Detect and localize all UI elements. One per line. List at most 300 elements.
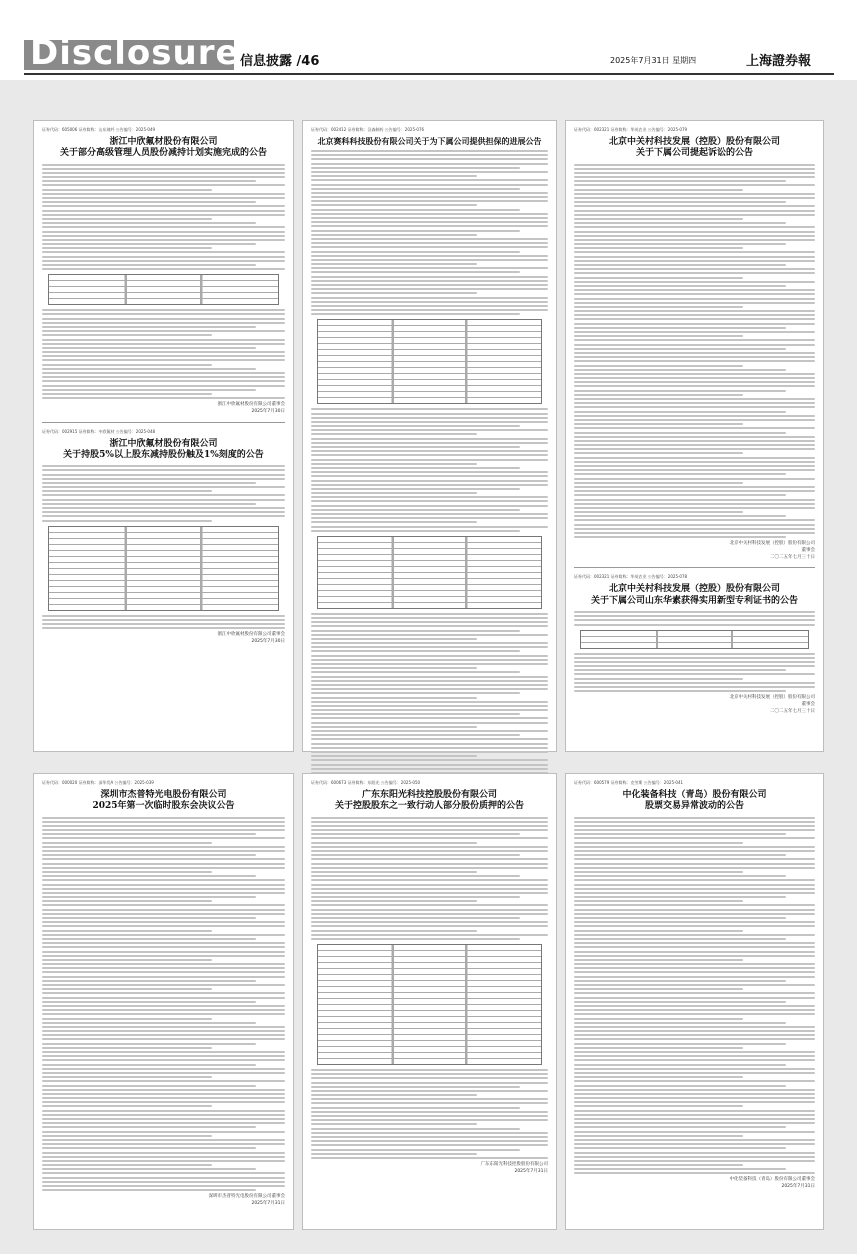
text-line (311, 825, 548, 827)
text-line (311, 234, 477, 236)
text-line (42, 854, 256, 856)
text-line (574, 197, 815, 199)
notice-body (42, 309, 285, 399)
text-line (574, 444, 815, 446)
text-line (42, 1038, 285, 1040)
text-line (42, 875, 256, 877)
text-line (311, 463, 477, 465)
text-line (574, 690, 786, 692)
text-line (42, 959, 212, 961)
text-line (574, 1168, 786, 1170)
text-line (42, 1009, 285, 1011)
text-line (311, 267, 548, 269)
text-line (574, 1034, 815, 1036)
text-line (42, 619, 285, 621)
text-line (311, 496, 548, 498)
text-line (42, 1076, 212, 1078)
text-line (311, 251, 520, 253)
text-line (42, 197, 285, 199)
notice-body (574, 817, 815, 1175)
text-line (311, 1136, 548, 1138)
text-line (42, 1122, 285, 1124)
text-line (311, 764, 548, 766)
text-line (574, 1047, 743, 1049)
text-line (311, 630, 520, 632)
text-line (574, 281, 815, 283)
text-line (311, 850, 548, 852)
text-line (574, 1164, 743, 1166)
text-line (42, 193, 285, 195)
text-line (42, 837, 285, 839)
text-line (311, 1153, 477, 1155)
text-line (574, 1068, 815, 1070)
text-line (311, 1119, 548, 1121)
text-line (42, 1072, 285, 1074)
text-line (311, 646, 548, 648)
text-line (311, 717, 548, 719)
text-line (42, 1089, 285, 1091)
text-line (574, 669, 786, 671)
text-line (574, 951, 815, 953)
text-line (574, 507, 815, 509)
text-line (42, 511, 285, 513)
text-line (42, 243, 256, 245)
text-line (574, 272, 815, 274)
text-line (42, 264, 256, 266)
text-line (311, 904, 548, 906)
text-line (311, 921, 548, 923)
text-line (574, 1030, 815, 1032)
text-line (574, 959, 743, 961)
text-line (311, 1094, 477, 1096)
text-line (42, 913, 285, 915)
text-line (574, 465, 815, 467)
notice-body (42, 164, 285, 271)
text-line (42, 955, 285, 957)
text-line (42, 1068, 285, 1070)
text-line (311, 900, 477, 902)
text-line (42, 393, 212, 395)
text-line (574, 499, 815, 501)
text-line (574, 457, 815, 459)
text-line (574, 1114, 815, 1116)
text-line (42, 980, 256, 982)
text-line (311, 692, 520, 694)
text-line (574, 1022, 786, 1024)
text-line (42, 359, 285, 361)
text-line (574, 984, 815, 986)
text-line (574, 398, 815, 400)
text-line (42, 1013, 285, 1015)
text-line (311, 676, 548, 678)
text-line (311, 513, 548, 515)
text-line (574, 327, 786, 329)
text-line (574, 423, 743, 425)
text-line (574, 314, 815, 316)
text-line (42, 1030, 285, 1032)
text-line (42, 372, 285, 374)
text-line (574, 846, 815, 848)
text-line (311, 442, 548, 444)
text-line (574, 858, 815, 860)
text-line (574, 486, 815, 488)
text-line (311, 1073, 548, 1075)
text-line (574, 528, 815, 530)
text-line (42, 1034, 285, 1036)
notice-table (317, 536, 542, 609)
text-line (311, 888, 548, 890)
text-line (574, 494, 786, 496)
text-line (42, 172, 285, 174)
text-line (574, 1135, 743, 1137)
text-line (42, 1152, 285, 1154)
text-line (574, 611, 815, 613)
text-line (42, 1055, 285, 1057)
text-line (311, 909, 548, 911)
text-line (311, 429, 548, 431)
text-line (42, 925, 285, 927)
text-line (574, 875, 786, 877)
text-line (311, 305, 548, 307)
text-line (574, 619, 815, 621)
text-line (574, 884, 815, 886)
text-line (574, 344, 815, 346)
notice-signature: 广东东阳光科技控股股份有限公司 2025年7月31日 (480, 1161, 548, 1174)
notice-body (574, 611, 815, 626)
text-line (574, 268, 815, 270)
text-line (311, 1140, 548, 1142)
text-line (574, 214, 815, 216)
text-line (574, 360, 815, 362)
text-line (42, 867, 285, 869)
text-line (311, 925, 548, 927)
text-line (574, 436, 815, 438)
text-line (42, 1156, 285, 1158)
text-line (311, 913, 548, 915)
text-line (42, 1005, 285, 1007)
text-line (311, 313, 520, 315)
text-line (42, 205, 285, 207)
text-line (311, 871, 477, 873)
text-line (42, 247, 212, 249)
text-line (574, 879, 815, 881)
text-line (42, 184, 285, 186)
text-line (574, 1043, 786, 1045)
table-row (581, 643, 808, 648)
text-line (574, 1076, 743, 1078)
text-line (42, 494, 285, 496)
text-line (42, 520, 212, 522)
text-line (42, 168, 285, 170)
text-line (311, 425, 520, 427)
text-line (574, 665, 815, 667)
text-line (42, 615, 285, 617)
text-line (574, 390, 786, 392)
text-line (42, 176, 285, 178)
text-line (574, 168, 815, 170)
newspaper-name: 上海證券報 (746, 54, 812, 69)
text-line (574, 917, 786, 919)
text-line (42, 313, 285, 315)
notice-panel-middle-bottom (302, 773, 557, 1230)
text-line (311, 1115, 548, 1117)
text-line (574, 930, 743, 932)
text-line (574, 419, 815, 421)
text-line (42, 482, 256, 484)
text-line (574, 909, 815, 911)
text-line (574, 976, 815, 978)
table-row (318, 1059, 541, 1064)
text-line (574, 1018, 743, 1020)
text-line (574, 1013, 815, 1015)
text-line (311, 480, 548, 482)
text-line (42, 1101, 285, 1103)
notice-header: 证券代码：605006 证券简称：山东玻纤 公告编号：2025-049 (42, 127, 156, 132)
text-line (574, 377, 815, 379)
text-line (42, 322, 285, 324)
text-line (574, 842, 743, 844)
text-line (574, 1089, 815, 1091)
text-line (311, 505, 548, 507)
text-line (311, 1144, 548, 1146)
text-line (42, 469, 285, 471)
text-line (311, 930, 477, 932)
text-line (311, 213, 548, 215)
text-line (311, 734, 520, 736)
text-line (311, 150, 548, 152)
notice-panel-middle-top (302, 120, 557, 752)
notice-table (48, 526, 279, 611)
text-line (42, 189, 212, 191)
text-line (42, 900, 212, 902)
text-line (311, 917, 520, 919)
text-line (311, 484, 548, 486)
notice-title: 北京中关村科技发展（控股）股份有限公司 关于下属公司提起诉讼的公告 (608, 137, 780, 159)
text-line (42, 1135, 212, 1137)
notice-title: 北京赛科科技股份有限公司关于为下属公司提供担保的进展公告 (317, 136, 542, 146)
text-line (311, 154, 548, 156)
text-line (42, 967, 285, 969)
text-line (311, 892, 548, 894)
text-line (42, 1131, 285, 1133)
page-section-title: 信息披露 /46 (240, 54, 320, 69)
text-line (311, 747, 548, 749)
notice-title: 北京中关村科技发展（控股）股份有限公司 关于下属公司山东华素获得实用新型专利证书的公告 (590, 584, 798, 606)
text-line (42, 833, 256, 835)
text-line (311, 884, 548, 886)
text-line (42, 343, 285, 345)
text-line (42, 1097, 285, 1099)
notice-title: 浙江中欣氟材股份有限公司 关于持股5%以上股东减持股份触及1%刻度的公告 (63, 438, 264, 460)
text-line (42, 1189, 256, 1191)
text-line (311, 829, 548, 831)
text-line (574, 1122, 815, 1124)
text-line (574, 427, 815, 429)
text-line (42, 1185, 285, 1187)
text-line (574, 239, 815, 241)
text-line (311, 634, 548, 636)
text-line (311, 1107, 520, 1109)
text-line (574, 365, 743, 367)
text-line (311, 667, 477, 669)
text-line (311, 488, 520, 490)
text-line (311, 192, 548, 194)
text-line (311, 867, 548, 869)
text-line (311, 433, 477, 435)
text-line (311, 650, 520, 652)
text-line (42, 917, 256, 919)
text-line (311, 280, 548, 282)
text-line (574, 394, 743, 396)
text-line (42, 1177, 285, 1179)
notice-table (48, 274, 279, 305)
text-line (42, 515, 285, 517)
text-line (42, 231, 285, 233)
text-line (311, 638, 477, 640)
text-line (42, 351, 285, 353)
text-line (42, 214, 285, 216)
notice-header: 证券代码：600673 证券简称：东阳光 公告编号：2025-050 (311, 780, 421, 785)
text-line (42, 222, 256, 224)
text-line (42, 842, 212, 844)
text-line (311, 284, 548, 286)
text-line (42, 256, 285, 258)
notice-body (311, 817, 548, 940)
text-line (574, 1085, 786, 1087)
notice-panel-right-top (565, 120, 824, 752)
text-line (574, 218, 743, 220)
text-line (574, 971, 815, 973)
text-line (42, 892, 285, 894)
text-line (311, 163, 548, 165)
text-line (42, 896, 256, 898)
text-line (311, 1157, 548, 1159)
notice-body (574, 164, 815, 539)
text-line (574, 673, 815, 675)
text-line (42, 355, 285, 357)
text-line (42, 1164, 212, 1166)
notice-body (42, 615, 285, 630)
text-line (42, 1022, 256, 1024)
text-line (574, 871, 743, 873)
text-line (574, 482, 743, 484)
text-line (574, 285, 786, 287)
text-line (574, 176, 815, 178)
text-line (574, 226, 815, 228)
text-line (42, 376, 285, 378)
text-line (311, 492, 477, 494)
text-line (311, 821, 548, 823)
text-line (311, 526, 548, 528)
text-line (42, 503, 256, 505)
text-line (574, 469, 815, 471)
text-line (42, 180, 256, 182)
text-line (42, 235, 285, 237)
text-line (42, 507, 285, 509)
text-line (42, 368, 256, 370)
text-line (42, 1181, 285, 1183)
text-line (311, 659, 548, 661)
text-line (574, 1105, 743, 1107)
text-line (574, 615, 815, 617)
notice-table (317, 319, 542, 404)
text-line (42, 226, 285, 228)
text-line (311, 196, 548, 198)
text-line (42, 397, 285, 399)
text-line (574, 921, 815, 923)
text-line (574, 988, 743, 990)
text-line (42, 1059, 285, 1061)
notice-header: 证券代码：002915 证券简称：中欣氟材 公告编号：2025-048 (42, 428, 156, 434)
text-line (311, 671, 520, 673)
text-line (311, 175, 477, 177)
text-line (311, 705, 548, 707)
text-line (42, 904, 285, 906)
notice-table (580, 630, 809, 649)
text-line (574, 1064, 786, 1066)
text-line (574, 963, 815, 965)
notice-panel-left-bottom (33, 773, 294, 1230)
text-line (311, 517, 548, 519)
text-line (311, 276, 548, 278)
notice-title: 广东东阳光科技控股股份有限公司 关于控股股东之一致行动人部分股份质押的公告 (334, 790, 524, 812)
text-line (311, 817, 548, 819)
text-line (574, 515, 786, 517)
text-line (311, 297, 548, 299)
text-line (574, 293, 815, 295)
text-line (311, 701, 548, 703)
text-line (42, 946, 285, 948)
text-line (574, 310, 815, 312)
text-line (311, 158, 548, 160)
text-line (311, 768, 548, 770)
text-line (574, 503, 815, 505)
text-line (42, 627, 285, 629)
text-line (574, 415, 815, 417)
text-line (574, 302, 815, 304)
text-line (42, 1064, 256, 1066)
text-line (42, 997, 285, 999)
text-line (42, 330, 285, 332)
text-line (574, 348, 786, 350)
text-line (311, 301, 548, 303)
text-line (311, 200, 548, 202)
text-line (311, 833, 520, 835)
text-line (574, 938, 786, 940)
text-line (311, 613, 548, 615)
text-line (42, 817, 285, 819)
text-line (311, 837, 548, 839)
text-line (311, 726, 477, 728)
text-line (574, 946, 815, 948)
text-line (574, 829, 815, 831)
text-line (42, 1168, 256, 1170)
text-line (311, 1102, 548, 1104)
text-line (574, 385, 815, 387)
text-line (42, 951, 285, 953)
notice-divider (574, 567, 815, 568)
text-line (311, 1077, 548, 1079)
text-line (574, 478, 815, 480)
text-line (311, 1069, 548, 1071)
text-line (574, 1001, 786, 1003)
text-line (311, 846, 548, 848)
text-line (574, 955, 815, 957)
text-line (311, 863, 548, 865)
text-line (311, 1111, 548, 1113)
text-line (574, 164, 815, 166)
text-line (574, 356, 815, 358)
